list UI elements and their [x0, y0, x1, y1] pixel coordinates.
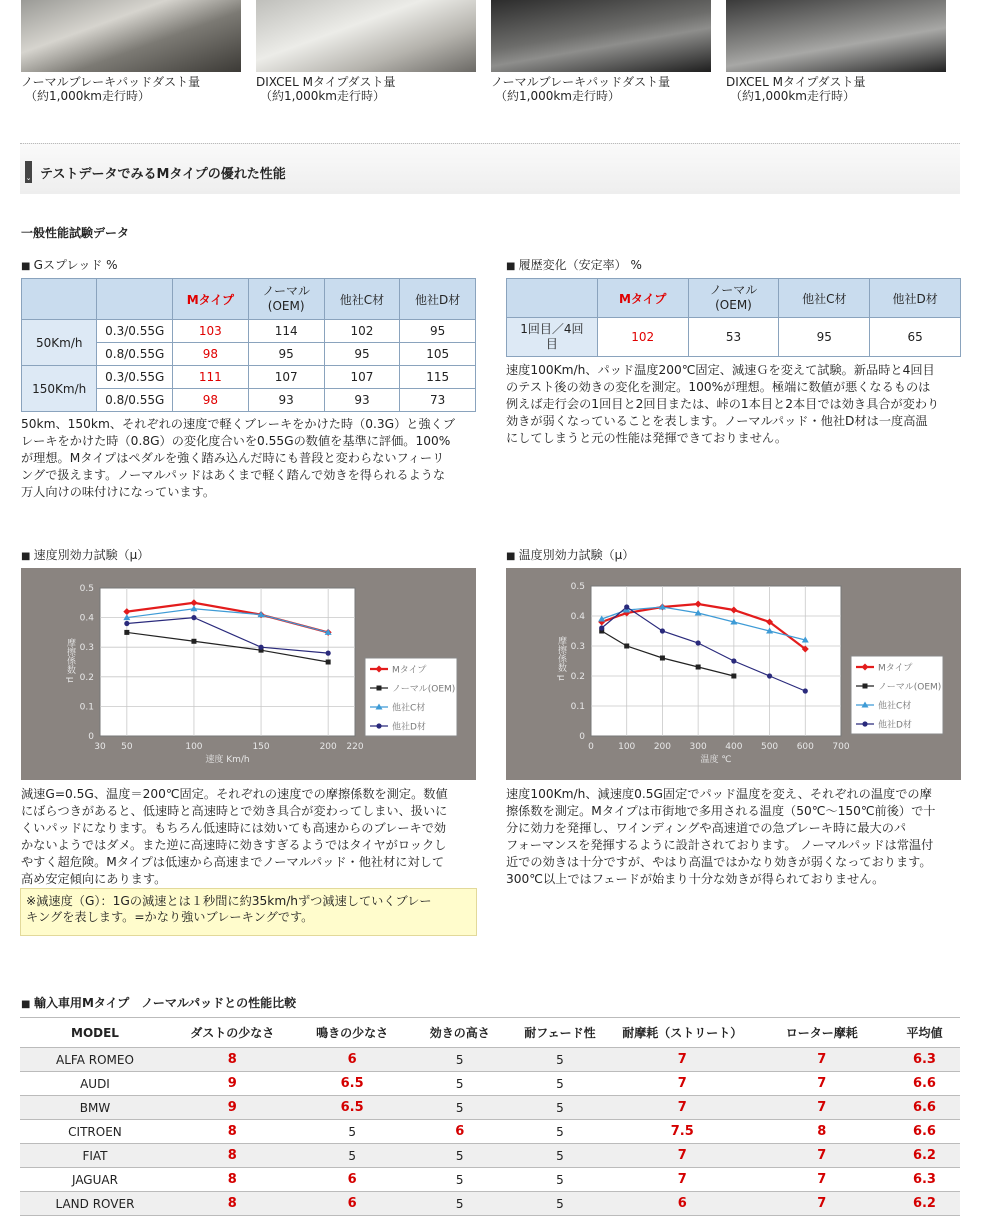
spread-heading: ■ Gスプレッド % [21, 256, 118, 273]
score-cell: 6.6 [889, 1096, 960, 1120]
legend-label: ノーマル(OEM) [878, 682, 942, 693]
import-comparison-table [20, 1017, 960, 1216]
x-tick-label: 100 [618, 742, 636, 752]
normal-pad-dust-photo [21, 0, 241, 72]
y-tick-label: 0.5 [570, 582, 585, 592]
g-label: 0.3/0.55G [97, 366, 173, 389]
table-row [20, 1192, 960, 1216]
x-tick-label: 700 [832, 742, 850, 752]
cell: 73 [400, 389, 476, 412]
data-point [624, 604, 629, 609]
score-cell: 6 [410, 1120, 510, 1144]
cell: 95 [324, 343, 400, 366]
score-cell: 6.5 [295, 1096, 410, 1120]
data-point [696, 640, 701, 645]
normal-pad-dust-photo-2 [491, 0, 711, 72]
import-heading: ■ 輸入車用Mタイプ ノーマルパッドとの性能比較 [21, 994, 296, 1011]
model-cell: CITROEN [20, 1120, 170, 1144]
x-axis-label: 速度 Km/h [205, 755, 250, 765]
row-label: 1回目／4回 目 [507, 318, 598, 357]
legend-marker [862, 721, 867, 726]
x-tick-label: 500 [760, 742, 779, 752]
speed-chart-heading: ■ 速度別効力試験（μ） [21, 546, 149, 563]
y-tick-label: 0.3 [570, 642, 585, 652]
data-point [660, 628, 665, 633]
x-tick-label: 30 [94, 742, 106, 752]
score-cell: 5 [510, 1072, 610, 1096]
data-point [624, 644, 629, 649]
data-point [326, 660, 331, 665]
score-cell: 6 [295, 1168, 410, 1192]
history-heading: ■ 履歴変化（安定率） % [506, 256, 642, 273]
score-cell: 5 [510, 1048, 610, 1072]
score-cell: 7.5 [610, 1120, 754, 1144]
speed-description: 減速G=0.5G、温度＝200℃固定。それぞれの速度での摩擦係数を測定。数値 にばらつきがあると、低速時と高速時とで効き具合が変わってしまい、扱いに くいパッドになります。もちろん低速時には効いても高速からのブレーキで効 かないようではダメ。また逆に高速時に効きすぎるようではタイヤがロックし やすく超危険。Mタイプは低速から高速までノーマルパッド・他社材に対して 高め安定傾向にあります。 [21, 787, 448, 886]
data-point [124, 630, 129, 635]
score-cell: 8 [170, 1144, 295, 1168]
legend-label: 他社D材 [878, 720, 912, 731]
data-point [731, 658, 736, 663]
col-header: ノーマル (OEM) [248, 279, 324, 320]
score-cell: 5 [410, 1096, 510, 1120]
cell: 98 [173, 343, 249, 366]
data-point [191, 639, 196, 644]
cell: 107 [248, 366, 324, 389]
col-header: 他社D材 [400, 279, 476, 320]
score-cell: 8 [170, 1192, 295, 1216]
score-cell: 5 [510, 1120, 610, 1144]
x-tick-label: 220 [346, 742, 364, 752]
temp-description: 速度100Km/h、減速度0.5G固定でパッド温度を変え、それぞれの温度での摩 擦係数を測定。Mタイプは市街地で多用される温度（50℃～150℃前後）で十 分に効力を発揮し、ワインディングや高速道での急ブレーキ時に最大のパ フォーマンスを発揮するように設計されております。 ノーマルパッドは常温付 近での効きは十分ですが、やはり高温ではかなり効きが弱くなっております。 300℃以上ではフェードが始まり十分な効きが得られておりません。 [506, 787, 936, 886]
legend-label: ノーマル(OEM) [392, 684, 456, 695]
cell: 65 [870, 318, 961, 357]
y-tick-label: 0.4 [79, 613, 94, 624]
col-header: 他社C材 [324, 279, 400, 320]
col-header: 他社D材 [870, 279, 961, 318]
cell: 93 [248, 389, 324, 412]
score-cell: 7 [610, 1168, 754, 1192]
x-tick-label: 100 [185, 742, 203, 752]
x-tick-label: 600 [796, 742, 814, 752]
y-tick-label: 0.2 [79, 672, 94, 683]
score-cell: 7 [754, 1168, 888, 1192]
cell: 102 [324, 320, 400, 343]
data-point [326, 651, 331, 656]
score-cell: 6 [295, 1048, 410, 1072]
score-cell: 6.2 [889, 1144, 960, 1168]
score-cell: 5 [410, 1192, 510, 1216]
legend-label: 他社C材 [878, 701, 912, 712]
score-cell: 6 [610, 1192, 754, 1216]
temp-chart [506, 568, 961, 780]
score-cell: 9 [170, 1096, 295, 1120]
score-cell: 8 [754, 1120, 888, 1144]
score-cell: 7 [610, 1144, 754, 1168]
legend-label: Mタイプ [878, 663, 913, 674]
score-cell: 5 [410, 1048, 510, 1072]
score-cell: 7 [610, 1048, 754, 1072]
x-tick-label: 200 [319, 742, 337, 752]
photo-caption: ノーマルブレーキパッドダスト量 （約1,000km走行時） [21, 75, 201, 103]
cell: 95 [400, 320, 476, 343]
y-tick-label: 0.1 [570, 702, 585, 712]
speed-chart [21, 568, 476, 780]
col-header: 耐フェード性 [510, 1018, 610, 1048]
score-cell: 7 [610, 1072, 754, 1096]
model-cell: AUDI [20, 1072, 170, 1096]
legend-marker [863, 684, 868, 689]
y-axis-label: 摩擦係数 μ [556, 636, 566, 681]
score-cell: 5 [510, 1096, 610, 1120]
score-cell: 5 [510, 1168, 610, 1192]
cell: 107 [324, 366, 400, 389]
temp-chart-heading: ■ 温度別効力試験（μ） [506, 546, 634, 563]
col-header: 耐摩耗（ストリート） [610, 1018, 754, 1048]
col-header: ノーマル (OEM) [688, 279, 779, 318]
cell: 114 [248, 320, 324, 343]
speed-label: 50Km/h [22, 320, 97, 366]
chevron-down-icon: ⌄ [25, 174, 32, 182]
score-cell: 5 [295, 1120, 410, 1144]
col-header: 効きの高さ [410, 1018, 510, 1048]
score-cell: 8 [170, 1168, 295, 1192]
score-cell: 5 [295, 1144, 410, 1168]
score-cell: 7 [754, 1048, 888, 1072]
general-heading: 一般性能試験データ [21, 226, 130, 240]
dixcel-m-dust-photo [256, 0, 476, 72]
table-row [20, 1048, 960, 1072]
y-axis-label: 摩擦係数 μ [65, 638, 75, 683]
col-header: ローター摩耗 [754, 1018, 888, 1048]
score-cell: 5 [510, 1192, 610, 1216]
data-point [696, 665, 701, 670]
y-tick-label: 0.4 [570, 612, 585, 622]
score-cell: 6.3 [889, 1048, 960, 1072]
y-tick-label: 0.3 [79, 643, 94, 654]
score-cell: 7 [754, 1144, 888, 1168]
x-tick-label: 150 [252, 742, 270, 752]
cell: 102 [597, 318, 688, 357]
data-point [124, 621, 129, 626]
model-cell: ALFA ROMEO [20, 1048, 170, 1072]
cell: 98 [173, 389, 249, 412]
col-header: Mタイプ [173, 279, 249, 320]
cell: 111 [173, 366, 249, 389]
y-tick-label: 0 [579, 732, 585, 742]
score-cell: 5 [410, 1144, 510, 1168]
cell: 53 [688, 318, 779, 357]
col-header: MODEL [20, 1018, 170, 1048]
table-row [20, 1144, 960, 1168]
cell: 95 [248, 343, 324, 366]
g-label: 0.8/0.55G [97, 343, 173, 366]
legend-label: Mタイプ [392, 665, 427, 676]
legend-label: 他社D材 [392, 722, 426, 733]
photo-caption: ノーマルブレーキパッドダスト量 （約1,000km走行時） [491, 75, 671, 103]
table-row [20, 1168, 960, 1192]
y-tick-label: 0.1 [79, 702, 94, 713]
spread-table [21, 278, 476, 412]
cell: 93 [324, 389, 400, 412]
section-title: テストデータでみるMタイプの優れた性能 [40, 167, 286, 182]
data-point [660, 656, 665, 661]
data-point [191, 615, 196, 620]
score-cell: 9 [170, 1072, 295, 1096]
history-description: 速度100Km/h、パッド温度200℃固定、減速Ｇを変えて試験。新品時と4回目 のテスト後の効きの変化を測定。100%が理想。極端に数値が悪くなるものは 例えば走行会の1回目と2回目または、峠の1本目と2本目では効き具合が変わり 効きが弱くなっていることを表します。ノーマルパッド・他社D材は一度高温 にしてしまうと元の性能は発揮できておりません。 [506, 363, 940, 445]
cell: 105 [400, 343, 476, 366]
col-header: 他社C材 [779, 279, 870, 318]
score-cell: 8 [170, 1120, 295, 1144]
x-axis-label: 温度 ℃ [700, 755, 732, 765]
data-point [731, 674, 736, 679]
x-tick-label: 200 [653, 742, 672, 752]
model-cell: JAGUAR [20, 1168, 170, 1192]
score-cell: 6.5 [295, 1072, 410, 1096]
col-header: 鳴きの少なさ [295, 1018, 410, 1048]
x-tick-label: 400 [725, 742, 743, 752]
g-label: 0.3/0.55G [97, 320, 173, 343]
score-cell: 7 [754, 1096, 888, 1120]
data-point [599, 625, 604, 630]
g-label: 0.8/0.55G [97, 389, 173, 412]
cell: 115 [400, 366, 476, 389]
table-row [20, 1072, 960, 1096]
score-cell: 6.6 [889, 1120, 960, 1144]
score-cell: 6 [295, 1192, 410, 1216]
legend-label: 他社C材 [392, 703, 426, 714]
col-header: Mタイプ [597, 279, 688, 318]
legend-marker [377, 686, 382, 691]
y-tick-label: 0.2 [570, 672, 585, 682]
score-cell: 5 [410, 1168, 510, 1192]
speed-chart-panel [21, 568, 476, 780]
data-point [767, 673, 772, 678]
photo-caption: DIXCEL Mタイプダスト量 （約1,000km走行時） [256, 75, 396, 103]
score-cell: 7 [754, 1072, 888, 1096]
table-row [20, 1096, 960, 1120]
section-banner [20, 143, 960, 194]
dixcel-m-dust-photo-2 [726, 0, 946, 72]
score-cell: 7 [754, 1192, 888, 1216]
cell: 95 [779, 318, 870, 357]
legend-marker [376, 723, 381, 728]
score-cell: 7 [610, 1096, 754, 1120]
score-cell: 5 [410, 1072, 510, 1096]
score-cell: 8 [170, 1048, 295, 1072]
speed-label: 150Km/h [22, 366, 97, 412]
x-tick-label: 300 [689, 742, 707, 752]
x-tick-label: 50 [121, 742, 133, 752]
history-table [506, 278, 961, 357]
model-cell: BMW [20, 1096, 170, 1120]
score-cell: 6.3 [889, 1168, 960, 1192]
deceleration-note: ※減速度（G）：1Gの減速とは１秒間に約35km/hずつ減速していくブレー キングを表します。=かなり強いブレーキングです。 [20, 888, 477, 936]
col-header: 平均値 [889, 1018, 960, 1048]
score-cell: 6.2 [889, 1192, 960, 1216]
temp-chart-panel [506, 568, 961, 780]
table-row [20, 1120, 960, 1144]
score-cell: 5 [510, 1144, 610, 1168]
cell: 103 [173, 320, 249, 343]
y-tick-label: 0 [88, 732, 94, 742]
data-point [258, 645, 263, 650]
spread-description: 50km、150km、それぞれの速度で軽くブレーキをかけた時（0.3G）と強くブ レーキをかけた時（0.8G）の変化度合いを0.55Gの数値を基準に評価。100% が理想。Mタイプはペダルを強く踏み込んだ時にも普段と変わらないフィーリ ングで扱えます。ノーマルパッドはあくまで軽く踏んで効きを得られるような 万人向けの味付けになっています。 [21, 417, 456, 499]
model-cell: LAND ROVER [20, 1192, 170, 1216]
col-header: ダストの少なさ [170, 1018, 295, 1048]
data-point [803, 688, 808, 693]
model-cell: FIAT [20, 1144, 170, 1168]
photo-caption: DIXCEL Mタイプダスト量 （約1,000km走行時） [726, 75, 866, 103]
y-tick-label: 0.5 [79, 584, 94, 594]
score-cell: 6.6 [889, 1072, 960, 1096]
x-tick-label: 0 [588, 742, 594, 752]
